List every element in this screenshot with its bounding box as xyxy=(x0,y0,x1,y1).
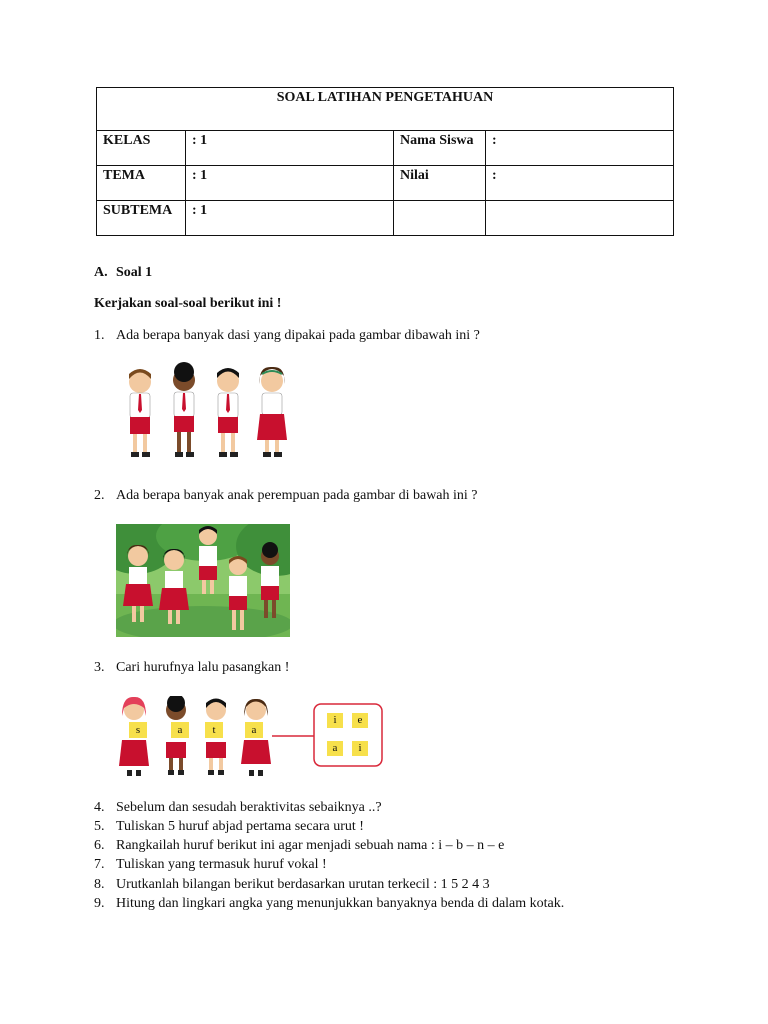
question-text: Ada berapa banyak anak perempuan pada gambar di bawah ini ? xyxy=(116,488,478,503)
box-letter-card: i xyxy=(327,713,343,728)
box-letter-card: e xyxy=(352,713,368,728)
nama-siswa-label: Nama Siswa xyxy=(394,131,486,166)
kelas-label: KELAS xyxy=(97,131,186,166)
empty-cell-label xyxy=(394,201,486,236)
illustration-four-children xyxy=(118,362,293,464)
question-number: 7. xyxy=(94,857,105,872)
box-letter-card: i xyxy=(352,741,368,756)
tema-label: TEMA xyxy=(97,166,186,201)
question-number: 6. xyxy=(94,838,105,853)
question-text: Tuliskan 5 huruf abjad pertama secara urut ! xyxy=(116,819,364,834)
box-letter-card: a xyxy=(327,741,343,756)
nama-siswa-value: : xyxy=(486,131,674,166)
question-text: Rangkailah huruf berikut ini agar menjadi sebuah nama : i – b – n – e xyxy=(116,838,505,853)
worksheet-title: SOAL LATIHAN PENGETAHUAN xyxy=(97,88,674,131)
question-text: Tuliskan yang termasuk huruf vokal ! xyxy=(116,857,327,872)
letter-card: a xyxy=(171,722,189,738)
section-title: Soal 1 xyxy=(116,265,153,280)
letter-card: s xyxy=(129,722,147,738)
nilai-value: : xyxy=(486,166,674,201)
question-text: Urutkanlah bilangan berikut berdasarkan urutan terkecil : 1 5 2 4 3 xyxy=(116,877,490,892)
question-number: 1. xyxy=(94,328,105,343)
empty-cell-value xyxy=(486,201,674,236)
letter-card: t xyxy=(205,722,223,738)
question-text: Ada berapa banyak dasi yang dipakai pada gambar dibawah ini ? xyxy=(116,328,480,343)
tema-value: : 1 xyxy=(186,166,394,201)
instruction: Kerjakan soal-soal berikut ini ! xyxy=(94,296,282,311)
question-number: 3. xyxy=(94,660,105,675)
header-table xyxy=(96,87,674,236)
section-letter: A. xyxy=(94,265,108,280)
question-number: 4. xyxy=(94,800,105,815)
kelas-value: : 1 xyxy=(186,131,394,166)
question-text: Sebelum dan sesudah beraktivitas sebaiknya ..? xyxy=(116,800,382,815)
question-number: 9. xyxy=(94,896,105,911)
subtema-value: : 1 xyxy=(186,201,394,236)
question-number: 2. xyxy=(94,488,105,503)
subtema-label: SUBTEMA xyxy=(97,201,186,236)
illustration-children-on-grass xyxy=(116,524,290,637)
question-text: Hitung dan lingkari angka yang menunjukkan banyaknya benda di dalam kotak. xyxy=(116,896,565,911)
letter-card: a xyxy=(245,722,263,738)
question-number: 8. xyxy=(94,877,105,892)
question-text: Cari hurufnya lalu pasangkan ! xyxy=(116,660,290,675)
nilai-label: Nilai xyxy=(394,166,486,201)
question-number: 5. xyxy=(94,819,105,834)
